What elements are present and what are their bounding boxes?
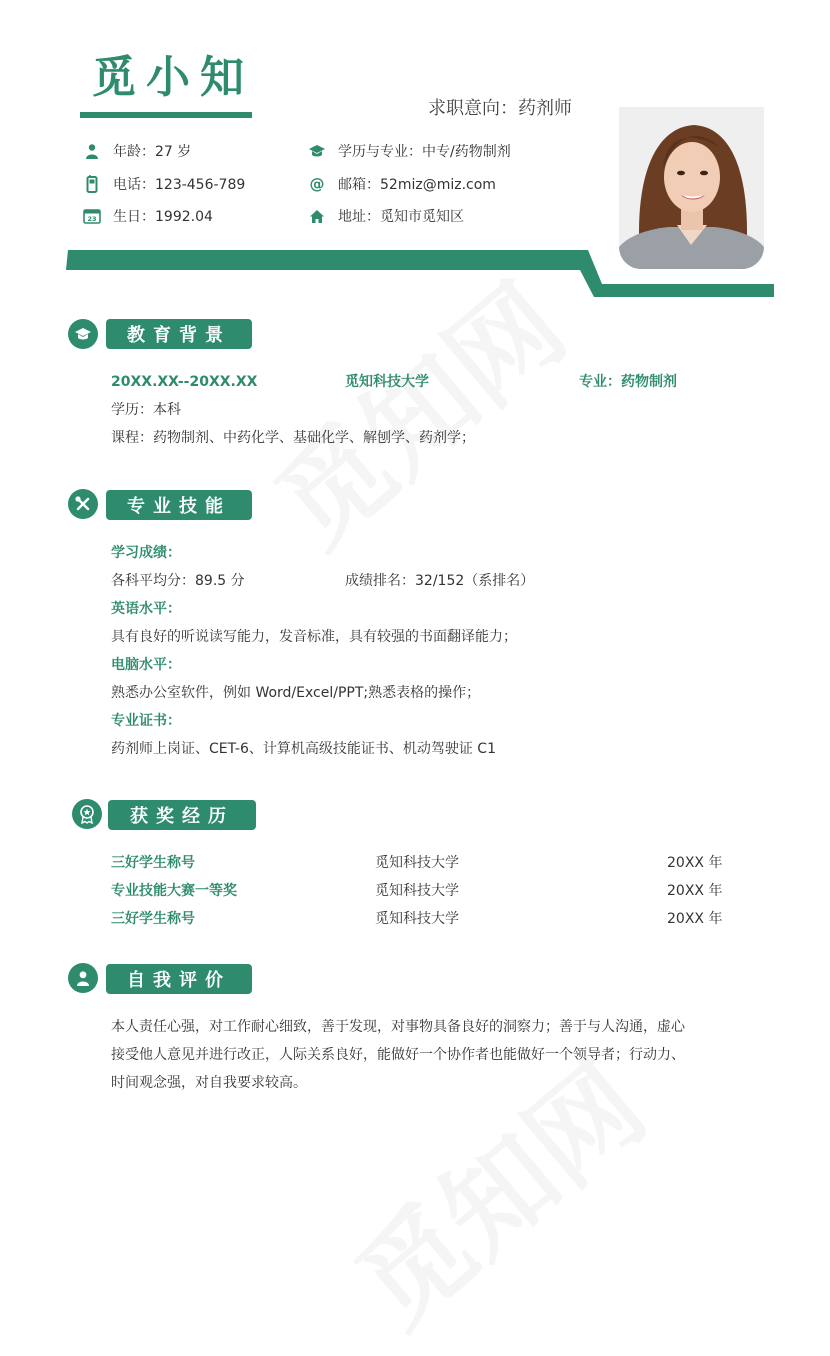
info-phone bbox=[83, 174, 245, 194]
awards-section-title: 获奖经历 bbox=[108, 800, 256, 830]
age-text: 年龄：27 岁 bbox=[113, 144, 192, 160]
awards-section-icon bbox=[72, 799, 102, 829]
info-age bbox=[83, 141, 191, 161]
award-year: 20XX 年 bbox=[667, 855, 723, 871]
self-eval-line: 接受他人意见并进行改正，人际关系良好，能做好一个协作者也能做好一个领导者；行动力、 bbox=[111, 1047, 685, 1063]
email-text: 邮箱：52miz@miz.com bbox=[338, 177, 496, 193]
svg-text:23: 23 bbox=[87, 215, 97, 223]
self-eval-section-icon bbox=[68, 963, 98, 993]
cert-text: 药剂师上岗证、CET-6、计算机高级技能证书、机动驾驶证 C1 bbox=[111, 741, 496, 757]
graduation-cap-icon bbox=[308, 142, 326, 160]
rank-text: 成绩排名：32/152（系排名） bbox=[345, 573, 535, 589]
edu-courses: 课程：药物制剂、中药化学、基础化学、解刨学、药剂学； bbox=[111, 430, 475, 446]
info-email bbox=[308, 174, 496, 194]
award-name: 三好学生称号 bbox=[111, 855, 195, 871]
address-text: 地址：觅知市觅知区 bbox=[338, 209, 464, 225]
phone-icon bbox=[83, 175, 101, 193]
birthday-text: 生日：1992.04 bbox=[113, 209, 213, 225]
candidate-name: 觅小知 bbox=[92, 52, 254, 103]
edu-major: 专业：药物制剂 bbox=[579, 374, 677, 390]
self-eval-line: 本人责任心强，对工作耐心细致，善于发现，对事物具备良好的洞察力；善于与人沟通，虚心 bbox=[111, 1019, 685, 1035]
header-divider bbox=[0, 247, 830, 299]
education-text: 学历与专业：中专/药物制剂 bbox=[338, 144, 511, 160]
person-icon bbox=[83, 142, 101, 160]
gpa-text: 各科平均分：89.5 分 bbox=[111, 573, 245, 589]
edu-dates: 20XX.XX--20XX.XX bbox=[111, 374, 258, 390]
info-education bbox=[308, 141, 511, 161]
english-label: 英语水平： bbox=[111, 601, 181, 617]
english-text: 具有良好的听说读写能力，发音标准，具有较强的书面翻译能力； bbox=[111, 629, 517, 645]
award-org: 觅知科技大学 bbox=[375, 883, 459, 899]
home-icon bbox=[308, 207, 326, 225]
info-address bbox=[308, 206, 464, 226]
award-year: 20XX 年 bbox=[667, 883, 723, 899]
edu-school: 觅知科技大学 bbox=[345, 374, 429, 390]
calendar-icon bbox=[83, 207, 101, 225]
self-eval-section-title: 自我评价 bbox=[106, 964, 252, 994]
award-name: 专业技能大赛一等奖 bbox=[111, 883, 237, 899]
at-icon: @ bbox=[309, 175, 325, 193]
award-year: 20XX 年 bbox=[667, 911, 723, 927]
computer-label: 电脑水平： bbox=[111, 657, 181, 673]
education-section-title: 教育背景 bbox=[106, 319, 252, 349]
education-section-icon bbox=[68, 319, 98, 349]
computer-text: 熟悉办公室软件，例如 Word/Excel/PPT;熟悉表格的操作； bbox=[111, 685, 481, 701]
award-org: 觅知科技大学 bbox=[375, 911, 459, 927]
skills-section-title: 专业技能 bbox=[106, 490, 252, 520]
job-intent: 求职意向：药剂师 bbox=[428, 98, 572, 119]
watermark-bottom bbox=[318, 1022, 672, 1355]
award-name: 三好学生称号 bbox=[111, 911, 195, 927]
grades-label: 学习成绩： bbox=[111, 545, 181, 561]
skills-section-icon bbox=[68, 489, 98, 519]
info-birthday bbox=[83, 206, 213, 226]
name-underline bbox=[80, 112, 252, 118]
award-org: 觅知科技大学 bbox=[375, 855, 459, 871]
edu-degree: 学历：本科 bbox=[111, 402, 181, 418]
self-eval-line: 时间观念强，对自我要求较高。 bbox=[111, 1075, 307, 1091]
phone-text: 电话：123-456-789 bbox=[113, 177, 246, 193]
cert-label: 专业证书： bbox=[111, 713, 181, 729]
profile-photo bbox=[619, 107, 764, 269]
